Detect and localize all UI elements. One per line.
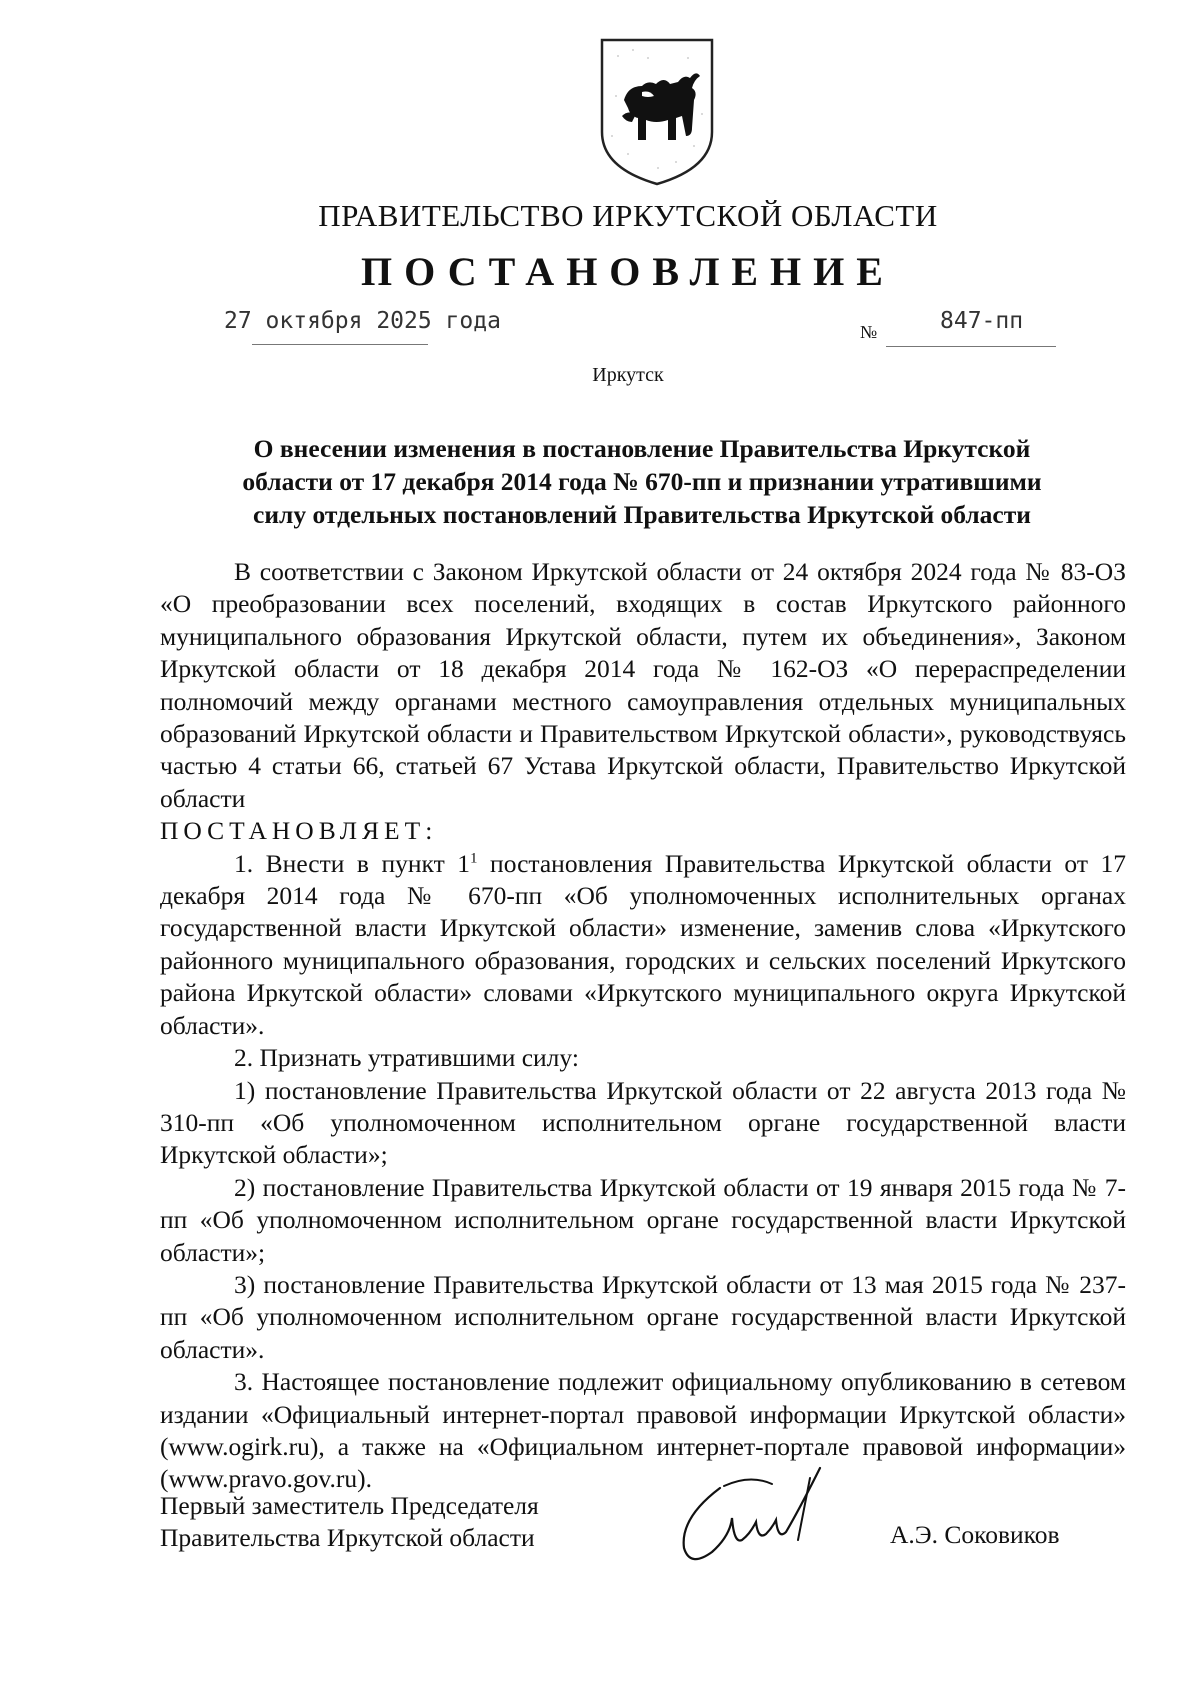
city: Иркутск: [592, 364, 664, 386]
signatory-name: А.Э. Соковиков: [890, 1520, 1060, 1549]
preamble-paragraph: В соответствии с Законом Иркутской области от 24 октября 2024 года № 83-ОЗ «О преобразовании всех поселений, входящих в состав Иркутского районного муниципального образования Иркутской области, путем их объединения», Законом Иркутской области от 18 декабря 2014 года № 162-ОЗ «О перераспределении полномочий между органами местного самоуправления отдельных муниципальных образований Иркутской области и Правительством Иркутской области», руководствуясь частью 4 статьи 66, статьей 67 Устава Иркутской области, Правительство Иркутской области: [160, 557, 1126, 813]
document-body: [160, 556, 1126, 1496]
title-line-2: области от 17 декабря 2014 года № 670-пп и признании утратившими: [242, 467, 1042, 496]
document-date-text: 27 октября 2025 года: [224, 308, 501, 334]
item-2-1-paragraph: 1) постановление Правительства Иркутской области от 22 августа 2013 года № 310-пп «Об уполномоченном исполнительном органе государственной власти Иркутской области»;: [160, 1075, 1126, 1170]
date-underline: [252, 344, 428, 345]
resolves-heading: ПОСТАНОВЛЯЕТ:: [160, 816, 438, 846]
document-type: ПОСТАНОВЛЕНИЕ: [361, 249, 895, 294]
item-2-2-paragraph: 2) постановление Правительства Иркутской области от 19 января 2015 года № 7-пп «Об уполномоченном исполнительном органе государственной власти Иркутской области»;: [160, 1172, 1126, 1267]
item-2-paragraph: 2. Признать утратившими силу:: [234, 1043, 579, 1073]
item-1-start: 1. Внести в пункт 1: [234, 848, 471, 878]
document-date: [224, 308, 501, 334]
document-number: 847-пп: [940, 308, 1024, 334]
item-1-paragraph: [160, 848, 1126, 1042]
number-underline: [886, 346, 1056, 347]
handwritten-signature: [660, 1448, 860, 1588]
signatory-position-line-2: Правительства Иркутской области: [160, 1523, 535, 1553]
item-1-rest: постановления Правительства Иркутской области от 17 декабря 2014 года № 670-пп «Об уполномоченных исполнительных органах государственной власти Иркутской области» изменение, заменив слова «Иркутского районного муниципального образования, городских и сельских поселений Иркутского района Иркутской области» словами «Иркутского муниципального округа Иркутской области».: [160, 848, 1126, 1040]
title-line-1: О внесении изменения в постановление Правительства Иркутской: [253, 434, 1031, 463]
item-1-superscript: 1: [470, 850, 478, 867]
number-sign: №: [860, 322, 878, 342]
government-name: ПРАВИТЕЛЬСТВО ИРКУТСКОЙ ОБЛАСТИ: [318, 198, 938, 233]
coat-of-arms-icon: [598, 36, 716, 188]
document-title: [160, 432, 1124, 531]
signatory-position-line-1: Первый заместитель Председателя: [160, 1491, 539, 1520]
title-line-3: силу отдельных постановлений Правительства Иркутской области: [253, 500, 1031, 529]
item-3-paragraph: 3. Настоящее постановление подлежит официальному опубликованию в сетевом издании «Официальный интернет-портал правовой информации Иркутской области» (www.ogirk.ru), а также на «Официальном интернет-портале правовой информации» (www.pravo.gov.ru).: [160, 1367, 1126, 1494]
signatory-position: [160, 1490, 539, 1555]
item-2-3-paragraph: 3) постановление Правительства Иркутской области от 13 мая 2015 года № 237-пп «Об уполномоченном исполнительном органе государственной власти Иркутской области».: [160, 1269, 1126, 1364]
